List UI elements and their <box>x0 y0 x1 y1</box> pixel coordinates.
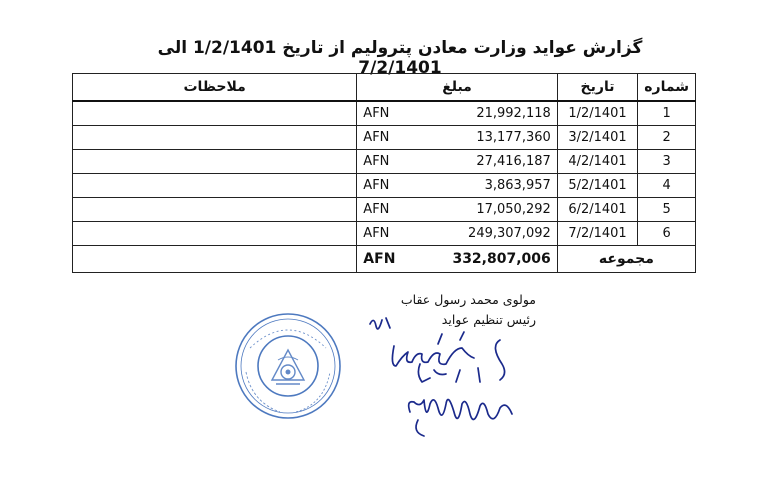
header-amount: مبلغ <box>357 74 557 102</box>
amount-cell: 21,992,118 <box>407 101 557 126</box>
table-row <box>73 198 696 222</box>
total-label: مجموعه <box>557 246 695 273</box>
date-cell: 5/2/1401 <box>557 174 637 198</box>
date-cell: 4/2/1401 <box>557 150 637 174</box>
stamp-emblem <box>272 350 304 384</box>
table-row <box>73 126 696 150</box>
number-cell: 4 <box>638 174 696 198</box>
signature-strokes <box>370 318 512 436</box>
currency-cell: AFN <box>357 101 407 126</box>
total-currency-cell: AFN <box>357 246 407 273</box>
table-header-row <box>73 74 696 102</box>
date-cell: 3/2/1401 <box>557 126 637 150</box>
amount-cell: 13,177,360 <box>407 126 557 150</box>
header-number: شماره <box>638 74 696 102</box>
signatory-title: رئیس تنظیم عواید <box>441 312 536 327</box>
amount-cell: 3,863,957 <box>407 174 557 198</box>
notes-cell <box>73 126 357 150</box>
notes-cell <box>73 101 357 126</box>
handwritten-signature <box>350 304 530 454</box>
number-cell: 2 <box>638 126 696 150</box>
currency-cell: AFN <box>357 198 407 222</box>
number-cell: 1 <box>638 101 696 126</box>
official-seal-stamp <box>232 310 344 422</box>
notes-cell <box>73 198 357 222</box>
currency-cell: AFN <box>357 222 407 246</box>
header-date: تاریخ <box>557 74 637 102</box>
stamp-rings <box>236 314 340 418</box>
number-cell: 5 <box>638 198 696 222</box>
amount-cell: 249,307,092 <box>407 222 557 246</box>
header-notes: ملاحظات <box>73 74 357 102</box>
report-title: گزارش عواید وزارت معادن پترولیم از تاریخ 1/2/1401 الی 7/2/1401 <box>157 38 643 78</box>
amount-cell: 27,416,187 <box>407 150 557 174</box>
date-cell: 1/2/1401 <box>557 101 637 126</box>
signatory-name: مولوی محمد رسول عقاب <box>400 292 536 307</box>
number-cell: 3 <box>638 150 696 174</box>
total-amount-cell: 332,807,006 <box>407 246 557 273</box>
table-row <box>73 222 696 246</box>
currency-cell: AFN <box>357 174 407 198</box>
total-notes-cell <box>73 246 357 273</box>
currency-cell: AFN <box>357 150 407 174</box>
table-row <box>73 150 696 174</box>
amount-cell: 17,050,292 <box>407 198 557 222</box>
notes-cell <box>73 150 357 174</box>
date-cell: 7/2/1401 <box>557 222 637 246</box>
revenue-table <box>72 73 696 273</box>
notes-cell <box>73 222 357 246</box>
number-cell: 6 <box>638 222 696 246</box>
date-cell: 6/2/1401 <box>557 198 637 222</box>
table-row <box>73 101 696 126</box>
notes-cell <box>73 174 357 198</box>
currency-cell: AFN <box>357 126 407 150</box>
total-row <box>73 246 696 273</box>
table-row <box>73 174 696 198</box>
